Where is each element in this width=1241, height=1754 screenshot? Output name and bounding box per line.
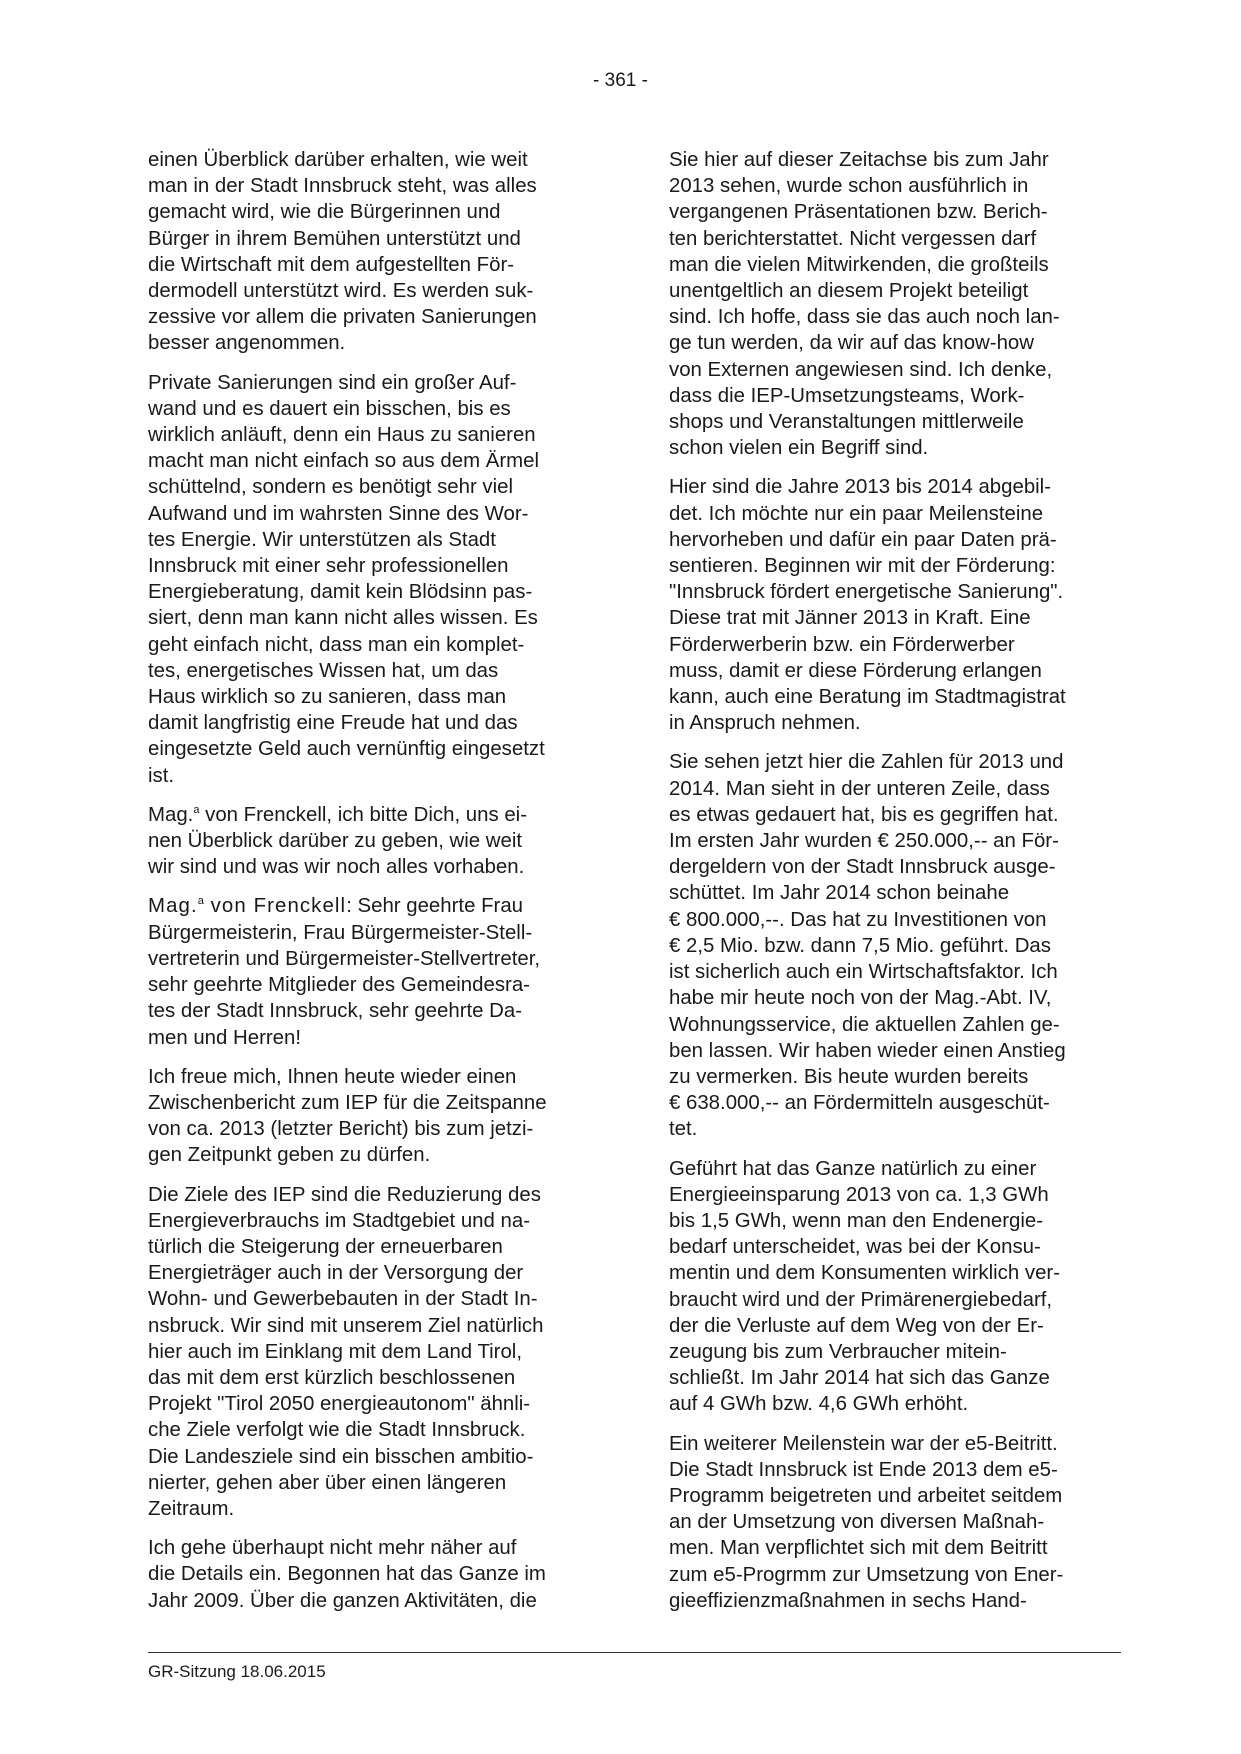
footer-text: GR-Sitzung 18.06.2015 (148, 1662, 326, 1681)
paragraph (148, 802, 594, 881)
paragraph: Ein weiterer Meilenstein war der e5-Beitritt. Die Stadt Innsbruck ist Ende 2013 dem e5- Programm beigetreten und arbeitet seitdem an der Umsetzung von diversen Maßnah- men. Man verpflichtet sich mit dem Beitritt zum e5-Progrmm zur Umsetzung von Ener- gieeffizienzmaßnahmen in sechs Hand- (669, 1432, 1064, 1612)
speaker-prefix: Mag. (148, 895, 198, 918)
paragraph: Sie hier auf dieser Zeitachse bis zum Jahr 2013 sehen, wurde schon ausführlich in vergangenen Präsentationen bzw. Berich- ten berichterstattet. Nicht vergessen darf man die vielen Mitwirkenden, die großteils unentgeltlich an diesem Projekt beteiligt sind. Ich hoffe, dass sie das auch noch lan- ge tun werden, da wir auf das know-how von Externen angewiesen sind. Ich denke, dass die IEP-Umsetzungsteams, Work- shops und Veranstaltungen mittlerweile schon vielen ein Begriff sind. (669, 149, 1060, 460)
paragraph: Ich freue mich, Ihnen heute wieder einen Zwischenbericht zum IEP für die Zeitspanne von ca. 2013 (letzter Bericht) bis zum jetzi- gen Zeitpunkt geben zu dürfen. (148, 1065, 547, 1167)
speaker-superscript: a (197, 895, 204, 908)
paragraph: Hier sind die Jahre 2013 bis 2014 abgebil- det. Ich möchte nur ein paar Meilensteine hervorheben und dafür ein paar Daten prä- sentieren. Beginnen wir mit der Förderung: "Innsbruck fördert energetische Sanierung". Diese trat mit Jänner 2013 in Kraft. Eine Förderwerberin bzw. ein Förderwerber muss, damit er diese Förderung erlangen kann, auch eine Beratung im Stadtmagistrat in Anspruch nehmen. (669, 476, 1066, 735)
paragraph: Sie sehen jetzt hier die Zahlen für 2013 und 2014. Man sieht in der unteren Zeile, dass es etwas gedauert hat, bis es gegriffen hat. Im ersten Jahr wurden € 250.000,-- an För- dergeldern von der Stadt Innsbruck ausge- schüttet. Im Jahr 2014 schon beinahe € 800.000,--. Das hat zu Investitionen von € 2,5 Mio. bzw. dann 7,5 Mio. geführt. Das ist sicherlich auch ein Wirtschaftsfaktor. Ich habe mir heute noch von der Mag.-Abt. IV, Wohnungsservice, die aktuellen Zahlen ge- ben lassen. Wir haben wieder einen Anstieg zu vermerken. Bis heute wurden bereits € 638.000,-- an Fördermitteln ausgeschüt- tet. (669, 751, 1066, 1141)
paragraph: Die Ziele des IEP sind die Reduzierung des Energieverbrauchs im Stadtgebiet und na- türlich die Steigerung der erneuerbaren Energieträger auch in der Versorgung der Wohn- und Gewerbebauten in der Stadt In- nsbruck. Wir sind mit unserem Ziel natürlich hier auch im Einklang mit dem Land Tirol, das mit dem erst kürzlich beschlossenen Projekt "Tirol 2050 energieautonom" ähnli- che Ziele verfolgt wie die Stadt Innsbruck. Die Landesziele sind ein bisschen ambitio- nierter, gehen aber über einen längeren Zeitraum. (148, 1183, 544, 1520)
paragraph: Private Sanierungen sind ein großer Auf- wand und es dauert ein bisschen, bis es wirklich anläuft, denn ein Haus zu sanieren macht man nicht einfach so aus dem Ärmel schüttelnd, sondern es benötigt sehr viel Aufwand und im wahrsten Sinne des Wor- tes Energie. Wir unterstützen als Stadt Innsbruck mit einer sehr professionellen Energieberatung, damit kein Blödsinn pas- siert, denn man kann nicht alles wissen. Es geht einfach nicht, dass man ein komplet- tes, energetisches Wissen hat, um das Haus wirklich so zu sanieren, dass man damit langfristig eine Freude hat und das eingesetzte Geld auch vernünftig eingesetzt ist. (148, 371, 545, 787)
paragraph: Ich gehe überhaupt nicht mehr näher auf die Details ein. Begonnen hat das Ganze im Jahr 2009. Über die ganzen Aktivitäten, die (148, 1537, 546, 1612)
page-number: - 361 - (593, 70, 648, 91)
left-column (148, 147, 594, 1627)
paragraph: einen Überblick darüber erhalten, wie weit man in der Stadt Innsbruck steht, was alles gemacht wird, wie die Bürgerinnen und Bürger in ihrem Bemühen unterstützt und die Wirtschaft mit dem aufgestellten För- dermodell unterstützt wird. Es werden suk- zessive vor allem die privaten Sanierungen besser angenommen. (148, 149, 537, 355)
footer-divider (148, 1652, 1121, 1653)
speaker-name: von Frenckell (203, 895, 347, 918)
right-column (669, 147, 1115, 1627)
paragraph: Geführt hat das Ganze natürlich zu einer Energieeinsparung 2013 von ca. 1,3 GWh bis 1,5 GWh, wenn man den Endenergie- bedarf unterscheidet, was bei der Konsu- mentin und dem Konsumenten wirklich ver- braucht wird und der Primärenergiebedarf, der die Verluste auf dem Weg von der Er- zeugung bis zum Verbraucher mitein- schließt. Im Jahr 2014 hat sich das Ganze auf 4 GWh bzw. 4,6 GWh erhöht. (669, 1157, 1060, 1416)
paragraph-text: von Frenckell, ich bitte Dich, uns ei- nen Überblick darüber zu geben, wie weit wir sind und was wir noch alles vorhaben. (148, 803, 527, 879)
title-prefix: Mag. (148, 803, 194, 826)
speaker-paragraph (148, 893, 594, 1050)
title-superscript: a (193, 804, 200, 817)
paragraph-text: : Sehr geehrte Frau Bürgermeisterin, Frau Bürgermeister-Stell- vertreterin und Bürgermeister-Stellvertreter, sehr geehrte Mitglieder des Gemeindesra- tes der Stadt Innsbruck, sehr geehrte Da- men und Herren! (148, 895, 541, 1049)
